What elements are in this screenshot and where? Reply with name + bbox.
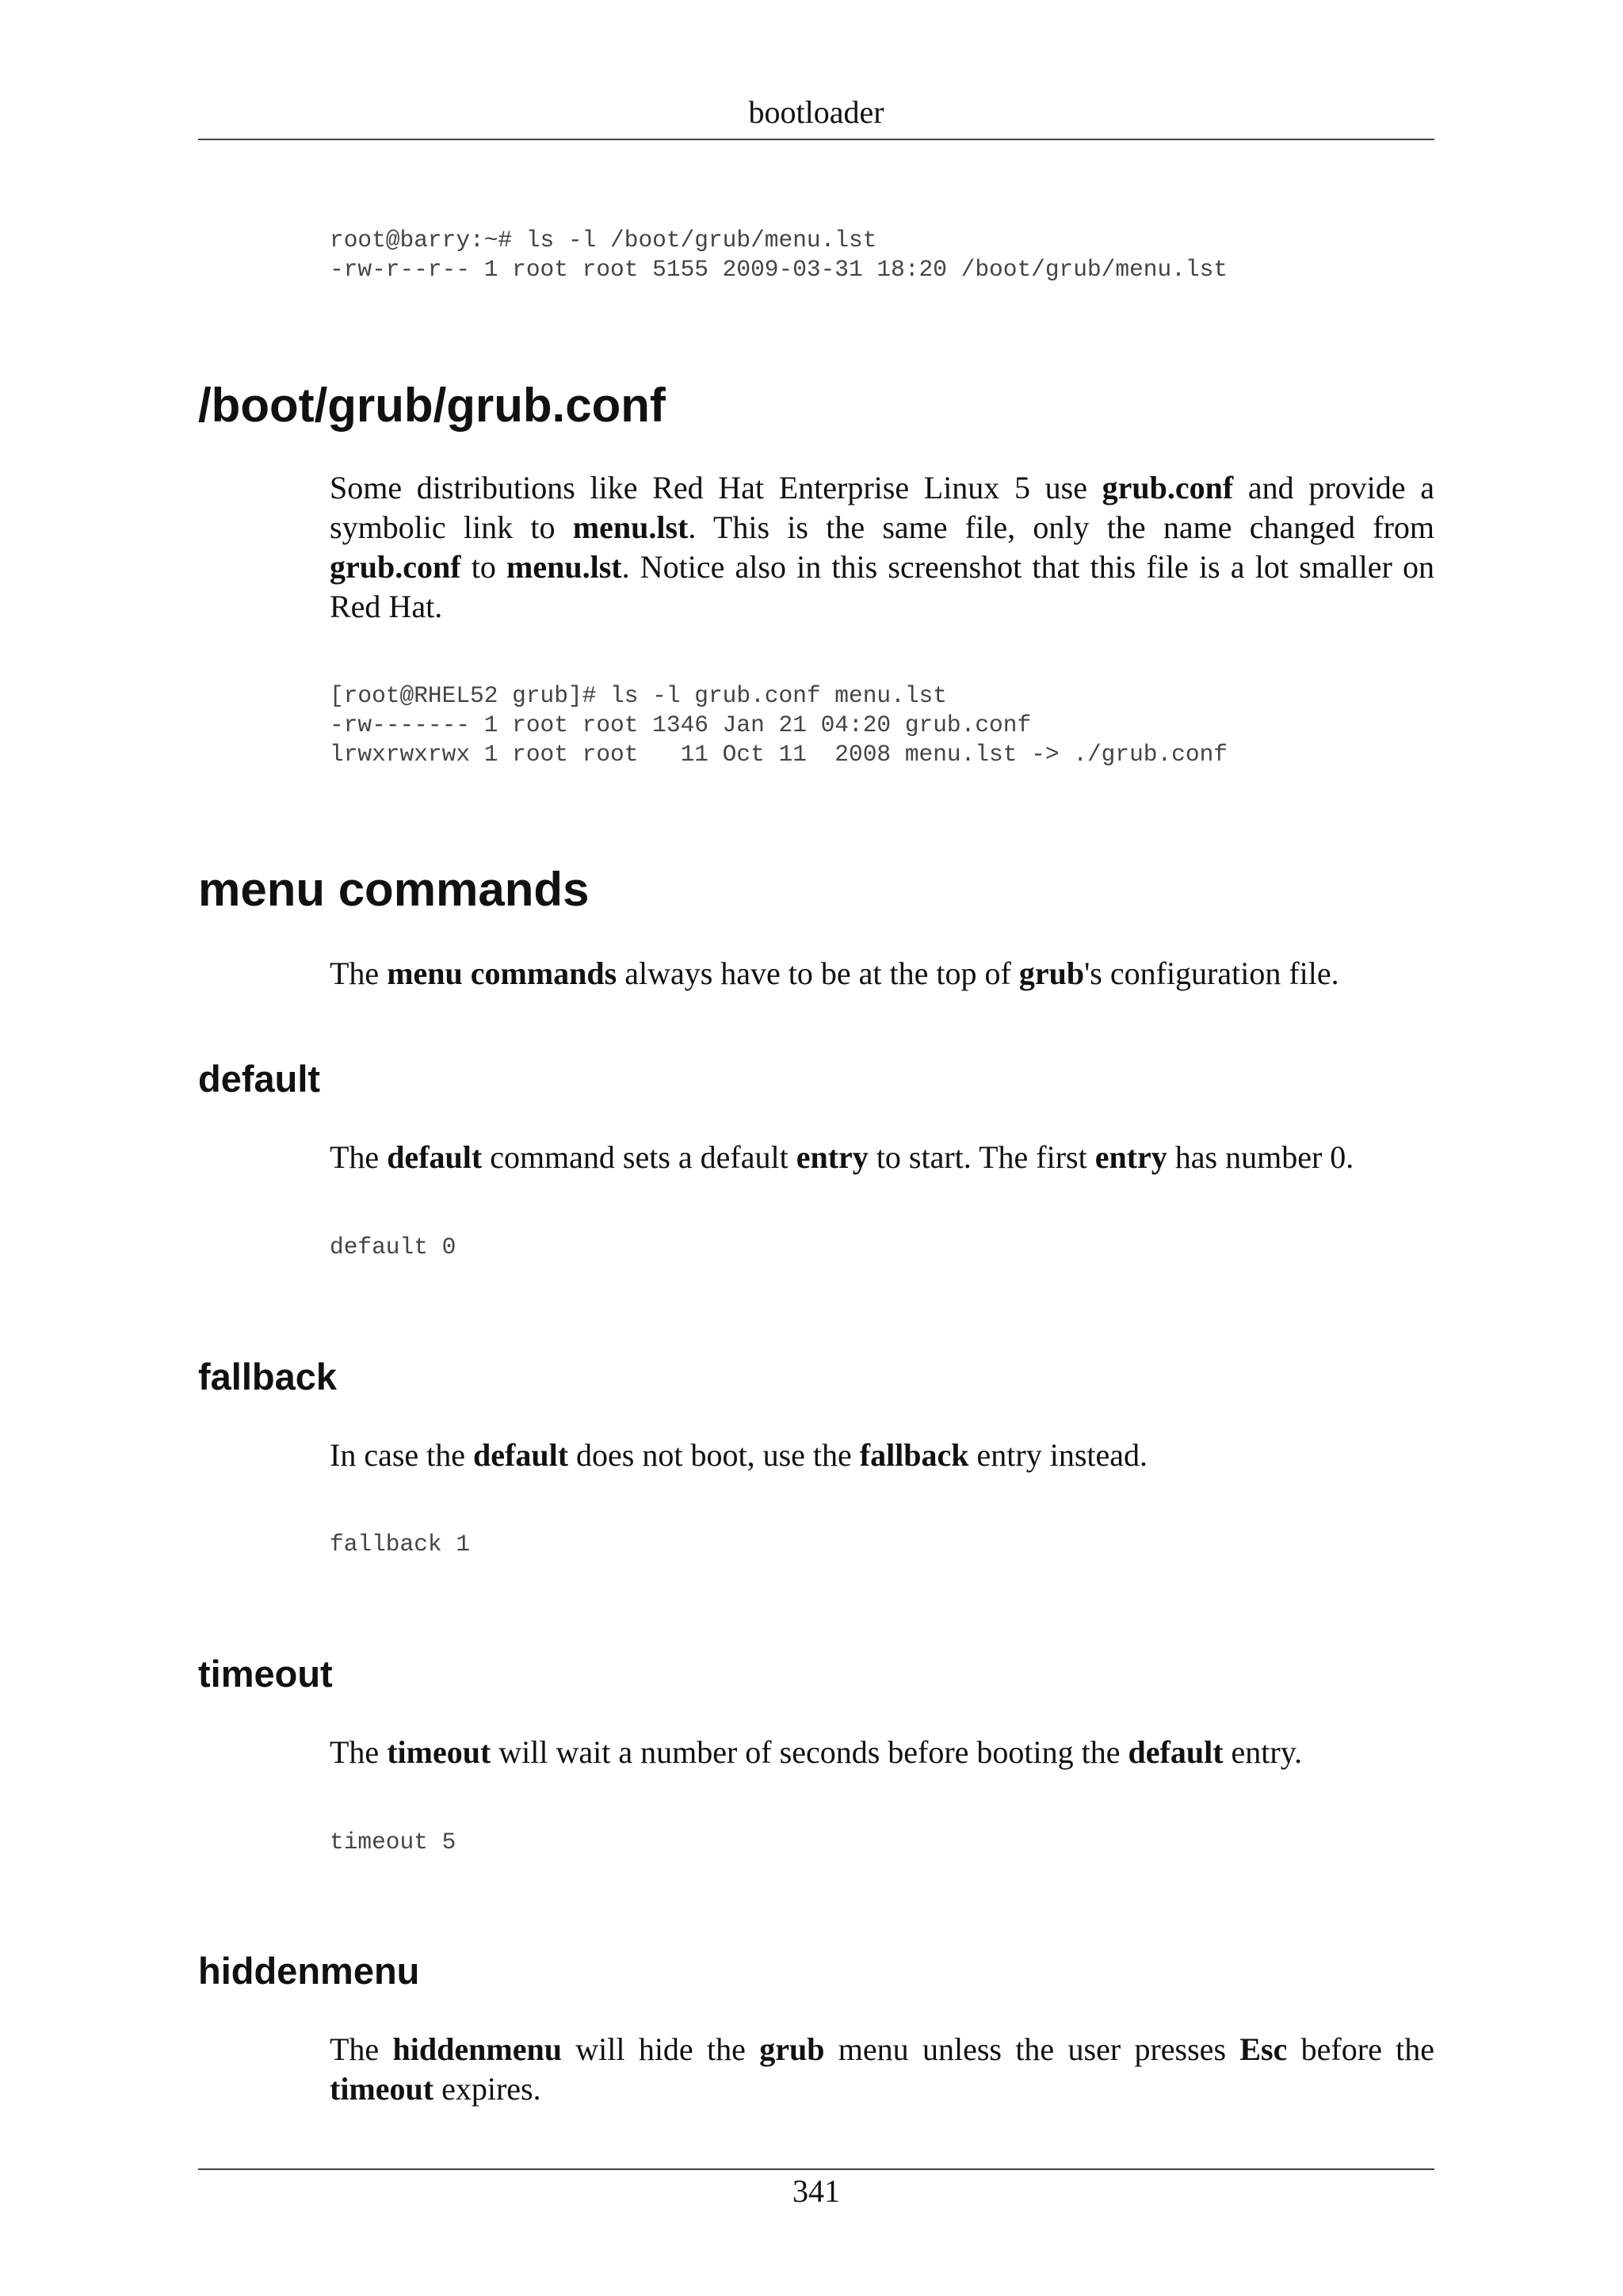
paragraph-grub-conf [330,468,1434,627]
text: command sets a default [482,1139,796,1175]
running-header: bootloader [748,94,884,130]
text: always have to be at the top of [617,955,1019,991]
text: will wait a number of seconds before booting the [491,1734,1128,1770]
subheading-hiddenmenu: hiddenmenu [198,1950,420,1992]
subheading-default: default [198,1058,321,1100]
text: Some distributions like Red Hat Enterprise Linux 5 use [330,470,1102,505]
paragraph-default [330,1138,1434,1177]
bold-term: timeout [330,2071,434,2107]
code-line: -rw------- 1 root root 1346 Jan 21 04:20 grub.conf [330,711,1032,738]
text: does not boot, use the [568,1437,860,1473]
code-block-default: default 0 [330,1234,456,1261]
text: In case the [330,1437,474,1473]
text: will hide the [561,2031,760,2067]
section-heading-menu-commands: menu commands [198,863,590,916]
bold-term: grub [759,2031,825,2067]
bold-term: default [387,1139,483,1175]
bold-term: menu.lst [506,549,622,585]
text: 's configuration file. [1084,955,1339,991]
bold-term: timeout [387,1734,491,1770]
text: The [330,1139,388,1175]
bold-term: default [1128,1734,1224,1770]
code-block-fallback: fallback 1 [330,1531,471,1558]
bold-term: Esc [1239,2031,1288,2067]
bold-term: menu commands [387,955,617,991]
code-block-menu-lst [330,226,1434,284]
bold-term: grub.conf [330,549,461,585]
bold-term: grub.conf [1102,470,1234,505]
text: . This is the same file, only the name changed from [688,509,1434,545]
text: has number 0. [1167,1139,1354,1175]
header-rule [198,139,1434,140]
bold-term: entry [1094,1139,1167,1175]
text: menu unless the user presses [824,2031,1240,2067]
text: The [330,955,388,991]
bold-term: grub [1018,955,1085,991]
text: to start. The first [868,1139,1095,1175]
text: before the [1287,2031,1435,2067]
text: . Notice also in this screenshot that this file is a lot smaller on Red Hat. [330,549,1434,624]
bold-term: menu.lst [572,509,689,545]
bold-term: hiddenmenu [392,2031,562,2067]
text: entry. [1223,1734,1303,1770]
code-line: root@barry:~# ls -l /boot/grub/menu.lst [330,227,877,254]
bold-term: default [473,1437,569,1473]
text: and provide a symbolic link to [330,470,1434,545]
bold-term: fallback [859,1437,969,1473]
paragraph-fallback [330,1436,1434,1475]
paragraph-hiddenmenu [330,2030,1434,2109]
text: The [330,1734,388,1770]
text: expires. [433,2071,541,2107]
subheading-timeout: timeout [198,1653,333,1695]
section-heading-grub-conf: /boot/grub/grub.conf [198,379,666,432]
code-line: lrwxrwxrwx 1 root root 11 Oct 11 2008 menu.lst -> ./grub.conf [330,741,1228,768]
subheading-fallback: fallback [198,1356,338,1398]
bold-term: entry [796,1139,869,1175]
code-line: [root@RHEL52 grub]# ls -l grub.conf menu.lst [330,682,947,709]
text: The [330,2031,393,2067]
page-number: 341 [792,2173,840,2209]
text: entry instead. [968,1437,1148,1473]
code-block-timeout: timeout 5 [330,1829,456,1855]
paragraph-menu-commands [330,954,1434,994]
code-line: -rw-r--r-- 1 root root 5155 2009-03-31 18:20 /boot/grub/menu.lst [330,256,1228,283]
footer-rule [198,2168,1434,2170]
code-block-grub-conf [330,681,1434,769]
paragraph-timeout [330,1733,1434,1772]
text: to [460,549,507,585]
